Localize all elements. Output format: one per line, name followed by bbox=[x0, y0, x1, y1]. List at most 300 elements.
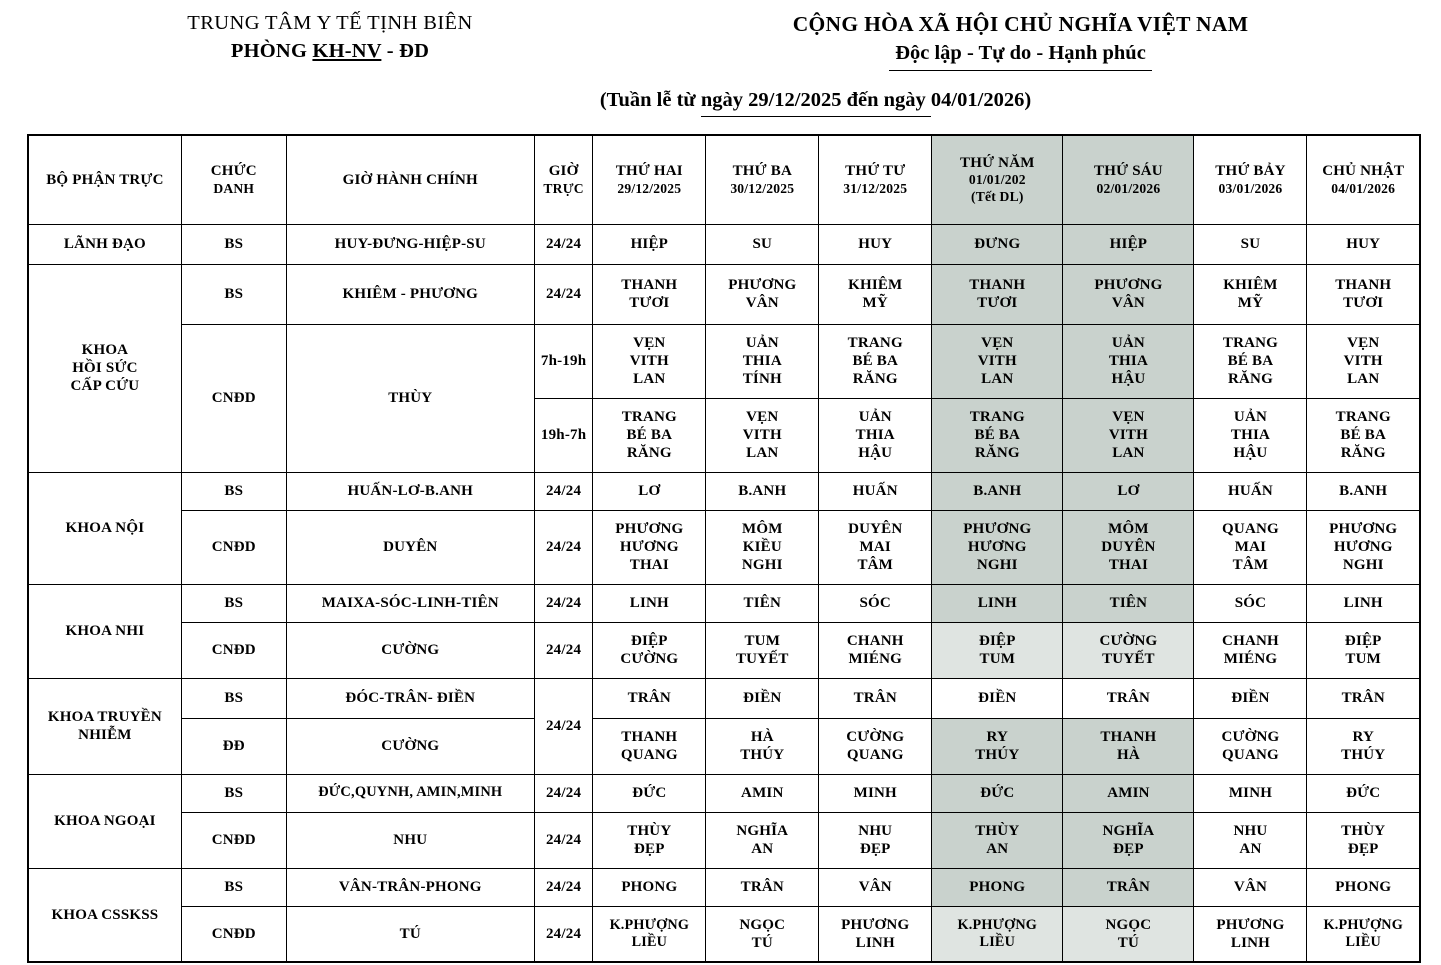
cell-monday: TRÂN bbox=[593, 678, 706, 718]
name-line: THANH bbox=[621, 276, 678, 293]
cell-dept-line1: KHOA TRUYỀN bbox=[47, 708, 162, 725]
cell-tuesday: SU bbox=[706, 224, 819, 264]
cell-wednesday: HUẤN bbox=[819, 472, 932, 510]
cell-tuesday bbox=[706, 718, 819, 774]
name-line: VÂN bbox=[1111, 295, 1145, 312]
cell-sunday bbox=[1307, 906, 1420, 962]
column-header-tuesday bbox=[706, 135, 819, 225]
cell-duty-hours: 24/24 bbox=[534, 224, 593, 264]
cell-tuesday: TIÊN bbox=[706, 584, 819, 622]
name-line: NHU bbox=[858, 822, 893, 839]
name-line: VÂN bbox=[745, 295, 779, 312]
cell-sunday bbox=[1307, 398, 1420, 472]
column-header-role bbox=[181, 135, 286, 225]
column-header-duty-hours bbox=[534, 135, 593, 225]
column-header-sunday bbox=[1307, 135, 1420, 225]
cell-office-hours: ĐỨC,QUYNH, AMIN,MINH bbox=[286, 774, 534, 812]
cell-monday: HIỆP bbox=[593, 224, 706, 264]
cell-duty-hours: 24/24 bbox=[534, 906, 593, 962]
name-line: HƯƠNG bbox=[1333, 539, 1393, 556]
cell-friday: TRÂN bbox=[1063, 678, 1194, 718]
cell-dept: KHOA CSSKSS bbox=[28, 868, 181, 962]
name-line: LAN bbox=[1112, 445, 1145, 462]
cell-thursday bbox=[932, 906, 1063, 962]
column-header-friday-date: 02/01/2026 bbox=[1096, 180, 1161, 196]
cell-saturday bbox=[1194, 264, 1307, 324]
cell-wednesday: HUY bbox=[819, 224, 932, 264]
name-line: MÔM bbox=[741, 520, 783, 537]
name-line: RY bbox=[986, 728, 1009, 745]
cell-role: BS bbox=[181, 678, 286, 718]
name-line: LAN bbox=[981, 371, 1014, 388]
name-line: NGHI bbox=[976, 557, 1018, 574]
department-prefix: PHÒNG bbox=[230, 39, 313, 62]
column-header-role-label: CHỨC bbox=[210, 163, 257, 180]
cell-sunday: ĐỨC bbox=[1307, 774, 1420, 812]
name-line: NGHĨA bbox=[736, 822, 789, 839]
name-line: RĂNG bbox=[974, 445, 1020, 462]
cell-tuesday: AMIN bbox=[706, 774, 819, 812]
table-row bbox=[28, 224, 1420, 264]
cell-duty-hours: 24/24 bbox=[534, 678, 593, 774]
name-line: NHU bbox=[1233, 822, 1268, 839]
name-line: RY bbox=[1352, 728, 1374, 745]
cell-sunday bbox=[1307, 324, 1420, 398]
cell-monday bbox=[593, 264, 706, 324]
name-line: ĐIỆP bbox=[1344, 632, 1382, 649]
cell-friday bbox=[1063, 510, 1194, 584]
cell-office-hours: CƯỜNG bbox=[286, 718, 534, 774]
name-line: CƯỜNG bbox=[846, 728, 905, 745]
cell-monday bbox=[593, 622, 706, 678]
cell-tuesday bbox=[706, 398, 819, 472]
cell-saturday: HUẤN bbox=[1194, 472, 1307, 510]
cell-office-hours: DUYÊN bbox=[286, 510, 534, 584]
cell-duty-hours: 24/24 bbox=[534, 264, 593, 324]
cell-monday: LINH bbox=[593, 584, 706, 622]
name-line: AN bbox=[1239, 841, 1262, 858]
cell-sunday: HUY bbox=[1307, 224, 1420, 264]
cell-role: CNĐD bbox=[181, 622, 286, 678]
cell-tuesday: B.ANH bbox=[706, 472, 819, 510]
cell-office-hours: NHU bbox=[286, 812, 534, 868]
cell-wednesday bbox=[819, 264, 932, 324]
name-line: THÙY bbox=[627, 822, 672, 839]
cell-thursday bbox=[932, 324, 1063, 398]
name-line: VẸN bbox=[981, 334, 1014, 351]
name-line: TUM bbox=[1345, 651, 1382, 668]
cell-thursday: PHONG bbox=[932, 868, 1063, 906]
name-line: NGHI bbox=[1342, 557, 1384, 574]
name-line: VẸN bbox=[746, 408, 779, 425]
name-line: VITH bbox=[1343, 353, 1383, 370]
name-line: THANH bbox=[1100, 728, 1157, 745]
cell-monday bbox=[593, 324, 706, 398]
cell-thursday: ĐỨC bbox=[932, 774, 1063, 812]
table-row bbox=[28, 622, 1420, 678]
cell-friday bbox=[1063, 906, 1194, 962]
column-header-thursday-date: 01/01/202 bbox=[968, 172, 1026, 188]
column-header-dept bbox=[28, 135, 181, 225]
name-line: THIA bbox=[855, 427, 895, 444]
cell-monday: ĐỨC bbox=[593, 774, 706, 812]
name-line: THANH bbox=[1335, 276, 1392, 293]
name-line: TÚ bbox=[1117, 934, 1140, 951]
cell-sunday: TRÂN bbox=[1307, 678, 1420, 718]
cell-thursday: B.ANH bbox=[932, 472, 1063, 510]
name-line: K.PHƯỢNG bbox=[1323, 916, 1403, 933]
cell-saturday: ĐIỀN bbox=[1194, 678, 1307, 718]
name-line: CƯỜNG bbox=[1221, 728, 1280, 745]
name-line: UẢN bbox=[1111, 334, 1145, 351]
name-line: THIA bbox=[1230, 427, 1271, 444]
name-line: QUANG bbox=[1222, 747, 1279, 764]
name-line: CƯỜNG bbox=[620, 651, 679, 668]
name-line: TÍNH bbox=[742, 371, 782, 388]
name-line: MIÉNG bbox=[848, 651, 902, 668]
column-header-duty-hours-label: GIỜ bbox=[548, 163, 579, 180]
name-line: THÚY bbox=[1341, 747, 1386, 764]
cell-saturday bbox=[1194, 398, 1307, 472]
name-line: HƯƠNG bbox=[967, 539, 1027, 556]
cell-thursday bbox=[932, 718, 1063, 774]
cell-duty-hours: 7h-19h bbox=[534, 324, 593, 398]
name-line: VITH bbox=[1108, 427, 1148, 444]
name-line: PHƯƠNG bbox=[1329, 520, 1398, 537]
name-line: ĐẸP bbox=[859, 841, 891, 858]
table-row bbox=[28, 584, 1420, 622]
cell-duty-hours: 24/24 bbox=[534, 510, 593, 584]
name-line: K.PHƯỢNG bbox=[609, 916, 690, 933]
name-line: LINH bbox=[855, 934, 895, 951]
document-header bbox=[0, 0, 1441, 71]
cell-dept: KHOA NHI bbox=[28, 584, 181, 678]
table-row bbox=[28, 678, 1420, 718]
cell-thursday bbox=[932, 812, 1063, 868]
cell-wednesday: TRÂN bbox=[819, 678, 932, 718]
schedule-table-wrap bbox=[27, 134, 1421, 964]
name-line: TÚ bbox=[751, 934, 773, 951]
column-header-monday-date: 29/12/2025 bbox=[617, 180, 682, 196]
table-row bbox=[28, 774, 1420, 812]
name-line: ĐIỆP bbox=[978, 632, 1016, 649]
column-header-wednesday bbox=[819, 135, 932, 225]
name-line: KIỀU bbox=[742, 539, 782, 556]
name-line: RĂNG bbox=[1227, 371, 1273, 388]
name-line: NGỌC bbox=[1105, 916, 1152, 933]
organization-block bbox=[0, 10, 640, 65]
column-header-tuesday-date: 30/12/2025 bbox=[730, 180, 795, 196]
cell-monday bbox=[593, 510, 706, 584]
cell-monday: PHONG bbox=[593, 868, 706, 906]
cell-friday: TRÂN bbox=[1063, 868, 1194, 906]
cell-duty-hours: 24/24 bbox=[534, 774, 593, 812]
cell-tuesday bbox=[706, 622, 819, 678]
name-line: VẸN bbox=[633, 334, 666, 351]
column-header-monday-label: THỨ HAI bbox=[615, 163, 683, 180]
cell-friday bbox=[1063, 622, 1194, 678]
name-line: NGHĨA bbox=[1102, 822, 1155, 839]
cell-thursday: LINH bbox=[932, 584, 1063, 622]
name-line: TƯƠI bbox=[1343, 295, 1384, 312]
name-line: BÉ BA bbox=[1227, 353, 1274, 370]
column-header-monday bbox=[593, 135, 706, 225]
cell-dept: KHOA NỘI bbox=[28, 472, 181, 584]
cell-friday: TIÊN bbox=[1063, 584, 1194, 622]
column-header-office-hours bbox=[286, 135, 534, 225]
name-line: MAI bbox=[1234, 539, 1267, 556]
cell-duty-hours: 24/24 bbox=[534, 812, 593, 868]
name-line: BÉ BA bbox=[626, 427, 673, 444]
name-line: HƯƠNG bbox=[619, 539, 679, 556]
cell-tuesday bbox=[706, 324, 819, 398]
name-line: VITH bbox=[742, 427, 782, 444]
name-line: UẢN bbox=[745, 334, 779, 351]
cell-friday bbox=[1063, 324, 1194, 398]
name-line: THÚY bbox=[740, 747, 785, 764]
table-row bbox=[28, 868, 1420, 906]
cell-friday bbox=[1063, 264, 1194, 324]
name-line: THANH bbox=[969, 276, 1026, 293]
cell-office-hours: THÙY bbox=[286, 324, 534, 472]
cell-dept-line2: HỒI SỨC bbox=[72, 360, 138, 377]
cell-role: BS bbox=[181, 868, 286, 906]
cell-role: CNĐD bbox=[181, 324, 286, 472]
cell-saturday bbox=[1194, 622, 1307, 678]
name-line: HẬU bbox=[1233, 445, 1268, 462]
name-line: TÂM bbox=[857, 557, 894, 574]
name-line: THAI bbox=[629, 557, 669, 574]
cell-sunday bbox=[1307, 264, 1420, 324]
name-line: THIA bbox=[742, 353, 782, 370]
cell-wednesday bbox=[819, 510, 932, 584]
cell-dept: KHOA NGOẠI bbox=[28, 774, 181, 868]
name-line: LAN bbox=[746, 445, 779, 462]
name-line: THÙY bbox=[1341, 822, 1386, 839]
column-header-wednesday-label: THỨ TƯ bbox=[845, 163, 906, 180]
cell-wednesday bbox=[819, 718, 932, 774]
name-line: TRANG bbox=[969, 408, 1025, 425]
cell-role: CNĐD bbox=[181, 510, 286, 584]
cell-tuesday bbox=[706, 812, 819, 868]
name-line: MÔM bbox=[1108, 520, 1149, 537]
cell-duty-hours: 19h-7h bbox=[534, 398, 593, 472]
table-row bbox=[28, 324, 1420, 398]
cell-monday bbox=[593, 812, 706, 868]
name-line: RĂNG bbox=[852, 371, 898, 388]
cell-sunday bbox=[1307, 812, 1420, 868]
name-line: BÉ BA bbox=[974, 427, 1021, 444]
table-row bbox=[28, 812, 1420, 868]
name-line: VITH bbox=[977, 353, 1017, 370]
cell-role: BS bbox=[181, 584, 286, 622]
cell-sunday: LINH bbox=[1307, 584, 1420, 622]
week-range-text: (Tuần lễ từ ngày 29/12/2025 đến ngày 04/01/2026) bbox=[599, 88, 1032, 111]
week-range-title bbox=[600, 89, 1031, 112]
name-line: QUANG bbox=[846, 747, 904, 764]
name-line: ĐẸP bbox=[634, 841, 665, 858]
name-line: TRANG bbox=[847, 334, 903, 351]
cell-saturday bbox=[1194, 324, 1307, 398]
cell-thursday: ĐIỀN bbox=[932, 678, 1063, 718]
cell-dept bbox=[28, 264, 181, 472]
name-line: NGHI bbox=[741, 557, 783, 574]
table-header-row bbox=[28, 135, 1420, 225]
cell-thursday: ĐƯNG bbox=[932, 224, 1063, 264]
column-header-duty-hours-sub: TRỰC bbox=[543, 180, 584, 196]
cell-wednesday: MINH bbox=[819, 774, 932, 812]
department-name bbox=[20, 38, 640, 66]
name-line: TÂM bbox=[1232, 557, 1269, 574]
duty-schedule-table bbox=[27, 134, 1421, 964]
name-line: TRANG bbox=[1222, 334, 1279, 351]
name-line: TUYẾT bbox=[1102, 651, 1155, 668]
cell-tuesday bbox=[706, 510, 819, 584]
name-line: THAI bbox=[1108, 557, 1148, 574]
name-line: PHƯƠNG bbox=[841, 916, 910, 933]
cell-saturday bbox=[1194, 906, 1307, 962]
subtitle-row bbox=[0, 89, 1441, 112]
table-row bbox=[28, 264, 1420, 324]
cell-office-hours: ĐÓC-TRÂN- ĐIỀN bbox=[286, 678, 534, 718]
name-line: BÉ BA bbox=[1340, 427, 1387, 444]
cell-monday bbox=[593, 398, 706, 472]
cell-dept-line3: CẤP CỨU bbox=[70, 378, 140, 395]
name-line: MỸ bbox=[862, 295, 888, 312]
name-line: RĂNG bbox=[1340, 445, 1386, 462]
cell-office-hours: TÚ bbox=[286, 906, 534, 962]
name-line: KHIÊM bbox=[848, 276, 903, 293]
name-line: ĐIỆP bbox=[630, 632, 668, 649]
name-line: ĐẸP bbox=[1113, 841, 1144, 858]
name-line: HẬU bbox=[858, 445, 893, 462]
cell-dept-line1: KHOA bbox=[81, 341, 129, 358]
cell-sunday: B.ANH bbox=[1307, 472, 1420, 510]
column-header-sunday-date: 04/01/2026 bbox=[1331, 180, 1396, 196]
column-header-office-hours-label: GIỜ HÀNH CHÍNH bbox=[342, 171, 478, 188]
cell-role: BS bbox=[181, 264, 286, 324]
cell-duty-hours: 24/24 bbox=[534, 584, 593, 622]
name-line: TRANG bbox=[1335, 408, 1391, 425]
column-header-role-sub: DANH bbox=[213, 180, 255, 196]
cell-role: BS bbox=[181, 774, 286, 812]
cell-office-hours: CƯỜNG bbox=[286, 622, 534, 678]
table-row bbox=[28, 906, 1420, 962]
cell-wednesday bbox=[819, 398, 932, 472]
name-line: PHƯƠNG bbox=[1094, 276, 1163, 293]
cell-office-hours: KHIÊM - PHƯƠNG bbox=[286, 264, 534, 324]
name-line: AN bbox=[751, 841, 774, 858]
name-line: TUM bbox=[979, 651, 1016, 668]
cell-wednesday bbox=[819, 622, 932, 678]
name-line: VITH bbox=[629, 353, 669, 370]
column-header-saturday-date: 03/01/2026 bbox=[1218, 180, 1283, 196]
column-header-saturday bbox=[1194, 135, 1307, 225]
cell-monday bbox=[593, 906, 706, 962]
department-suffix: - ĐD bbox=[381, 39, 430, 62]
cell-wednesday bbox=[819, 324, 932, 398]
name-line: MIÉNG bbox=[1223, 651, 1278, 668]
name-line: PHƯƠNG bbox=[728, 276, 797, 293]
cell-wednesday: SÓC bbox=[819, 584, 932, 622]
cell-dept: LÃNH ĐẠO bbox=[28, 224, 181, 264]
cell-thursday bbox=[932, 510, 1063, 584]
name-line: BÉ BA bbox=[852, 353, 899, 370]
name-line: NGỌC bbox=[739, 916, 786, 933]
cell-sunday: PHONG bbox=[1307, 868, 1420, 906]
table-row bbox=[28, 510, 1420, 584]
name-line: HÀ bbox=[750, 728, 774, 745]
cell-duty-hours: 24/24 bbox=[534, 868, 593, 906]
name-line: THÚY bbox=[975, 747, 1020, 764]
name-line: THIA bbox=[1108, 353, 1148, 370]
cell-thursday bbox=[932, 622, 1063, 678]
column-header-friday bbox=[1063, 135, 1194, 225]
cell-wednesday: VÂN bbox=[819, 868, 932, 906]
column-header-wednesday-date: 31/12/2025 bbox=[843, 180, 908, 196]
cell-tuesday: ĐIỀN bbox=[706, 678, 819, 718]
name-line: VẸN bbox=[1347, 334, 1380, 351]
column-header-thursday bbox=[932, 135, 1063, 225]
name-line: LIỀU bbox=[631, 933, 668, 950]
cell-role: CNĐD bbox=[181, 906, 286, 962]
organization-name: TRUNG TÂM Y TẾ TỊNH BIÊN bbox=[187, 12, 473, 34]
cell-friday bbox=[1063, 398, 1194, 472]
name-line: QUANG bbox=[1222, 520, 1279, 537]
cell-dept-line2: NHIỄM bbox=[78, 727, 132, 744]
name-line: THANH bbox=[621, 728, 678, 745]
national-heading-block bbox=[640, 10, 1441, 71]
cell-wednesday bbox=[819, 812, 932, 868]
subtitle-underline bbox=[701, 116, 931, 117]
name-line: UẢN bbox=[858, 408, 892, 425]
cell-wednesday bbox=[819, 906, 932, 962]
cell-sunday bbox=[1307, 622, 1420, 678]
cell-friday: LƠ bbox=[1063, 472, 1194, 510]
cell-tuesday bbox=[706, 906, 819, 962]
national-motto: Độc lập - Tự do - Hạnh phúc bbox=[889, 39, 1152, 71]
cell-role: BS bbox=[181, 224, 286, 264]
cell-duty-hours: 24/24 bbox=[534, 622, 593, 678]
name-line: DUYÊN bbox=[848, 520, 903, 537]
cell-dept bbox=[28, 678, 181, 774]
column-header-saturday-label: THỨ BẢY bbox=[1215, 163, 1286, 180]
cell-friday bbox=[1063, 718, 1194, 774]
cell-role: ĐĐ bbox=[181, 718, 286, 774]
cell-duty-hours: 24/24 bbox=[534, 472, 593, 510]
name-line: CƯỜNG bbox=[1099, 632, 1158, 649]
name-line: MỸ bbox=[1237, 295, 1264, 312]
cell-office-hours: VÂN-TRÂN-PHONG bbox=[286, 868, 534, 906]
name-line: AN bbox=[986, 841, 1009, 858]
name-line: HẬU bbox=[1111, 371, 1146, 388]
national-title: CỘNG HÒA XÃ HỘI CHỦ NGHĨA VIỆT NAM bbox=[792, 12, 1249, 36]
name-line: UẢN bbox=[1233, 408, 1268, 425]
name-line: MAI bbox=[859, 539, 891, 556]
name-line: PHƯƠNG bbox=[963, 520, 1032, 537]
name-line: TUYẾT bbox=[735, 651, 789, 668]
cell-saturday bbox=[1194, 812, 1307, 868]
column-header-sunday-label: CHỦ NHẬT bbox=[1322, 163, 1405, 180]
table-row bbox=[28, 718, 1420, 774]
cell-saturday: VÂN bbox=[1194, 868, 1307, 906]
name-line: PHƯƠNG bbox=[615, 520, 684, 537]
cell-sunday bbox=[1307, 718, 1420, 774]
column-header-thursday-note: (Tết DL) bbox=[971, 188, 1024, 204]
table-row bbox=[28, 472, 1420, 510]
name-line: HÀ bbox=[1116, 747, 1140, 764]
cell-monday bbox=[593, 718, 706, 774]
